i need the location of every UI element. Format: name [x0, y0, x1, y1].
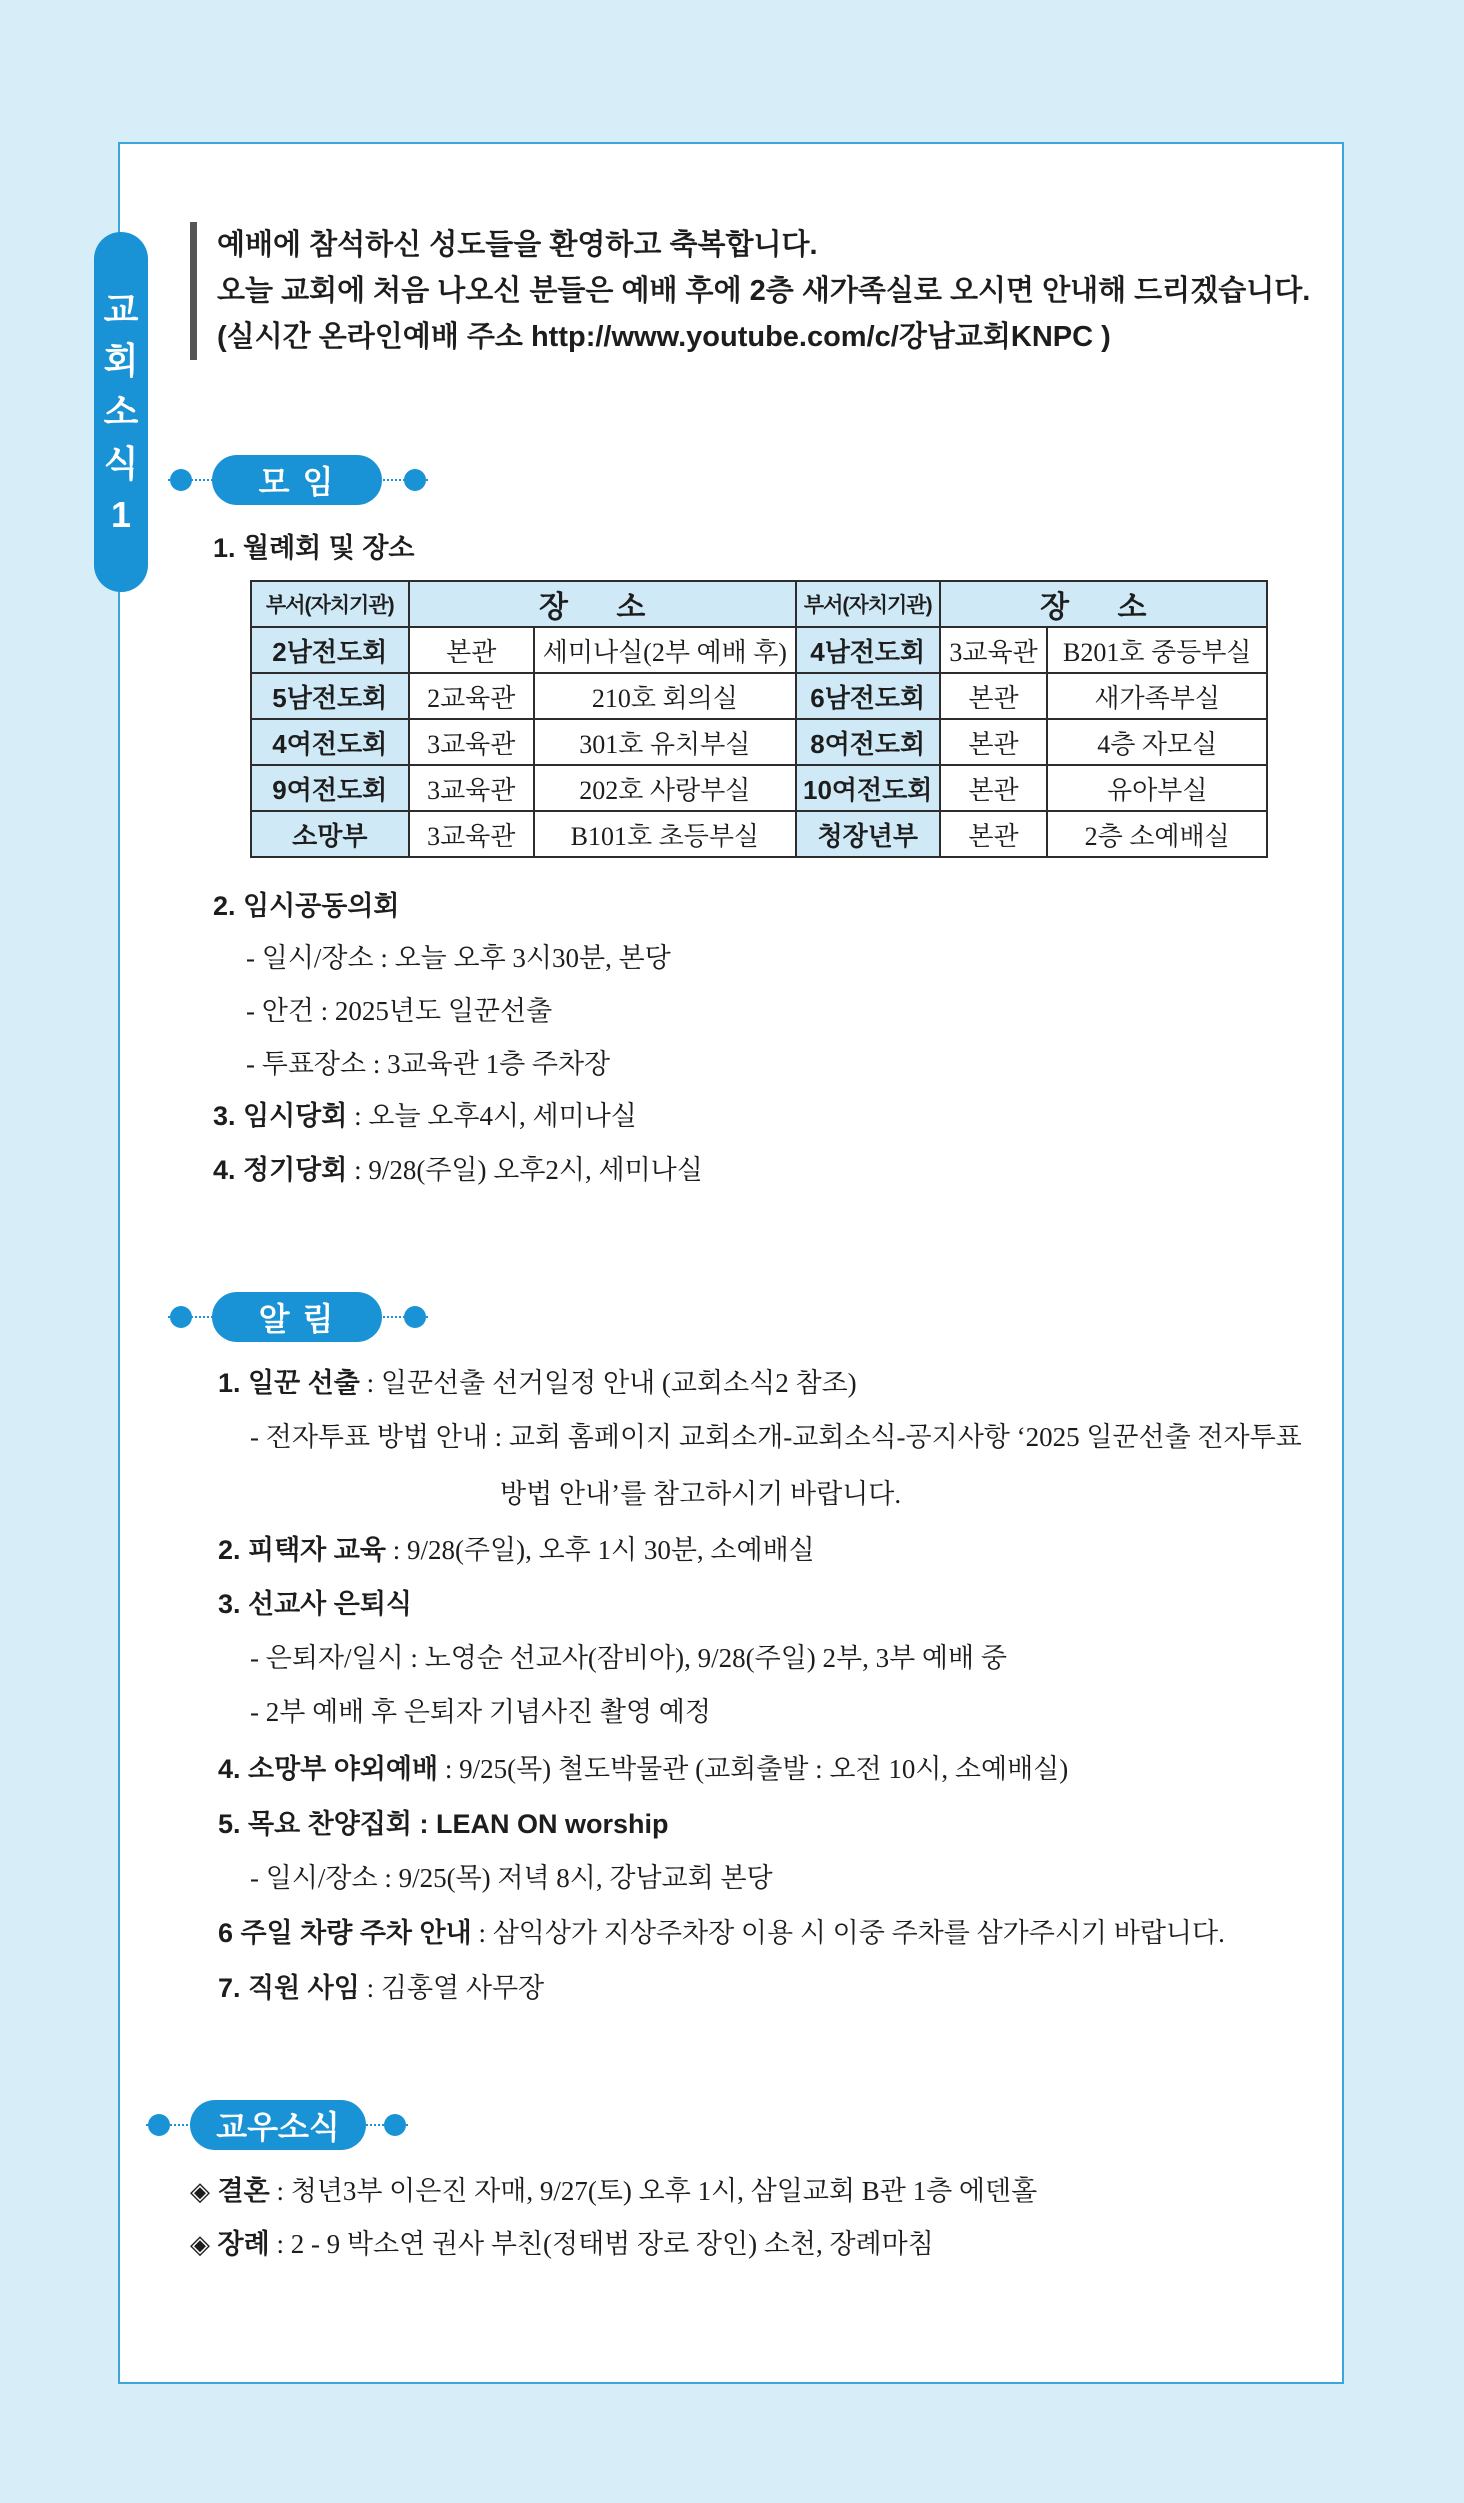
- bullet-dot-icon: [170, 469, 192, 491]
- side-tab-char: 회: [103, 340, 139, 382]
- bullet-dot-icon: [170, 1306, 192, 1328]
- building-cell: 3교육관: [409, 765, 534, 811]
- room-cell: B101호 초등부실: [534, 811, 796, 857]
- welcome-line: 오늘 교회에 처음 나오신 분들은 예배 후에 2층 새가족실로 오시면 안내해 드리겠습니다.: [217, 275, 1311, 307]
- table-row: [251, 719, 1267, 765]
- dept-cell: 10여전도회: [796, 765, 940, 811]
- room-cell: B201호 중등부실: [1047, 627, 1267, 673]
- dept-cell: 4여전도회: [251, 719, 409, 765]
- dept-cell: 4남전도회: [796, 627, 940, 673]
- bullet-dot-icon: [384, 2114, 406, 2136]
- room-cell: 210호 회의실: [534, 673, 796, 719]
- side-tab-church-news: [94, 232, 148, 592]
- notice-item-2: 2. 피택자 교육 : 9/28(주일), 오후 1시 30분, 소예배실: [218, 1535, 815, 1565]
- notice-item-3-detail: - 은퇴자/일시 : 노영순 선교사(잠비아), 9/28(주일) 2부, 3부 예배 중: [250, 1643, 1007, 1673]
- meeting-item-1-title: 1. 월례회 및 장소: [213, 533, 415, 563]
- building-cell: 본관: [940, 811, 1048, 857]
- welcome-message: [190, 222, 1337, 360]
- notice-item-1: 1. 일꾼 선출 : 일꾼선출 선거일정 안내 (교회소식2 참조): [218, 1368, 857, 1398]
- table-header-place: 장 소: [409, 581, 796, 627]
- notice-item-5-title: 5. 목요 찬양집회 : LEAN ON worship: [218, 1809, 669, 1839]
- notice-item-7: 7. 직원 사임 : 김홍열 사무장: [218, 1973, 545, 2003]
- notice-item-3-detail: - 2부 예배 후 은퇴자 기념사진 촬영 예정: [250, 1697, 711, 1727]
- welcome-line: (실시간 온라인예배 주소 http://www.youtube.com/c/강남교회KNPC ): [217, 321, 1111, 353]
- meeting-item-2-title: 2. 임시공동의회: [213, 891, 400, 921]
- notice-item-1-detail: 방법 안내’를 참고하시기 바랍니다.: [500, 1479, 902, 1509]
- meeting-section-title: 모 임: [212, 455, 382, 505]
- building-cell: 본관: [940, 765, 1048, 811]
- dept-cell: 2남전도회: [251, 627, 409, 673]
- room-cell: 2층 소예배실: [1047, 811, 1267, 857]
- diamond-bullet-icon: ◈: [190, 2176, 210, 2206]
- bullet-dot-icon: [404, 469, 426, 491]
- meeting-item-3: 3. 임시당회 : 오늘 오후4시, 세미나실: [213, 1101, 637, 1131]
- notice-section-title: 알 림: [212, 1292, 382, 1342]
- table-header-place: 장 소: [940, 581, 1267, 627]
- side-tab-char: 소: [103, 391, 139, 433]
- members-funeral: ◈ 장례 : 2 - 9 박소연 권사 부친(정태범 장로 장인) 소천, 장례마침: [190, 2229, 934, 2259]
- building-cell: 본관: [940, 673, 1048, 719]
- meeting-section-header: [168, 455, 428, 505]
- diamond-bullet-icon: ◈: [190, 2229, 210, 2259]
- dept-cell: 청장년부: [796, 811, 940, 857]
- room-cell: 세미나실(2부 예배 후): [534, 627, 796, 673]
- dept-cell: 5남전도회: [251, 673, 409, 719]
- members-wedding: ◈ 결혼 : 청년3부 이은진 자매, 9/27(토) 오후 1시, 삼일교회 B관 1층 에덴홀: [190, 2176, 1038, 2206]
- members-section-header: [146, 2100, 408, 2150]
- meeting-item-2-detail: - 일시/장소 : 오늘 오후 3시30분, 본당: [246, 943, 671, 973]
- room-cell: 202호 사랑부실: [534, 765, 796, 811]
- notice-item-3-title: 3. 선교사 은퇴식: [218, 1589, 413, 1619]
- side-tab-char: 식: [103, 442, 139, 484]
- building-cell: 본관: [409, 627, 534, 673]
- notice-item-4: 4. 소망부 야외예배 : 9/25(목) 철도박물관 (교회출발 : 오전 10시, 소예배실): [218, 1754, 1069, 1784]
- table-header-dept: 부서(자치기관): [796, 581, 940, 627]
- building-cell: 3교육관: [409, 719, 534, 765]
- table-header-dept: 부서(자치기관): [251, 581, 409, 627]
- members-section-title: 교우소식: [190, 2100, 366, 2150]
- meeting-item-2-detail: - 투표장소 : 3교육관 1층 주차장: [246, 1049, 611, 1079]
- notice-section-header: [168, 1292, 428, 1342]
- room-cell: 301호 유치부실: [534, 719, 796, 765]
- dept-cell: 6남전도회: [796, 673, 940, 719]
- meeting-item-4: 4. 정기당회 : 9/28(주일) 오후2시, 세미나실: [213, 1155, 703, 1185]
- notice-item-5-detail: - 일시/장소 : 9/25(목) 저녁 8시, 강남교회 본당: [250, 1863, 773, 1893]
- dept-cell: 8여전도회: [796, 719, 940, 765]
- table-row: [251, 627, 1267, 673]
- welcome-line: 예배에 참석하신 성도들을 환영하고 축복합니다.: [217, 229, 818, 261]
- meeting-item-2-detail: - 안건 : 2025년도 일꾼선출: [246, 996, 553, 1026]
- notice-item-6: 6 주일 차량 주차 안내 : 삼익상가 지상주차장 이용 시 이중 주차를 삼가주시기 바랍니다.: [218, 1918, 1225, 1948]
- building-cell: 3교육관: [409, 811, 534, 857]
- room-cell: 4층 자모실: [1047, 719, 1267, 765]
- room-cell: 유아부실: [1047, 765, 1267, 811]
- notice-item-1-detail: - 전자투표 방법 안내 : 교회 홈페이지 교회소개-교회소식-공지사항 ‘2025 일꾼선출 전자투표: [250, 1422, 1302, 1452]
- venue-table: [250, 580, 1268, 858]
- building-cell: 본관: [940, 719, 1048, 765]
- dept-cell: 소망부: [251, 811, 409, 857]
- building-cell: 2교육관: [409, 673, 534, 719]
- building-cell: 3교육관: [940, 627, 1048, 673]
- side-tab-char: 교: [103, 289, 139, 331]
- table-row: [251, 765, 1267, 811]
- bullet-dot-icon: [148, 2114, 170, 2136]
- table-row: [251, 673, 1267, 719]
- side-tab-char: 1: [110, 493, 132, 535]
- table-header-row: [251, 581, 1267, 627]
- bullet-dot-icon: [404, 1306, 426, 1328]
- table-row: [251, 811, 1267, 857]
- room-cell: 새가족부실: [1047, 673, 1267, 719]
- dept-cell: 9여전도회: [251, 765, 409, 811]
